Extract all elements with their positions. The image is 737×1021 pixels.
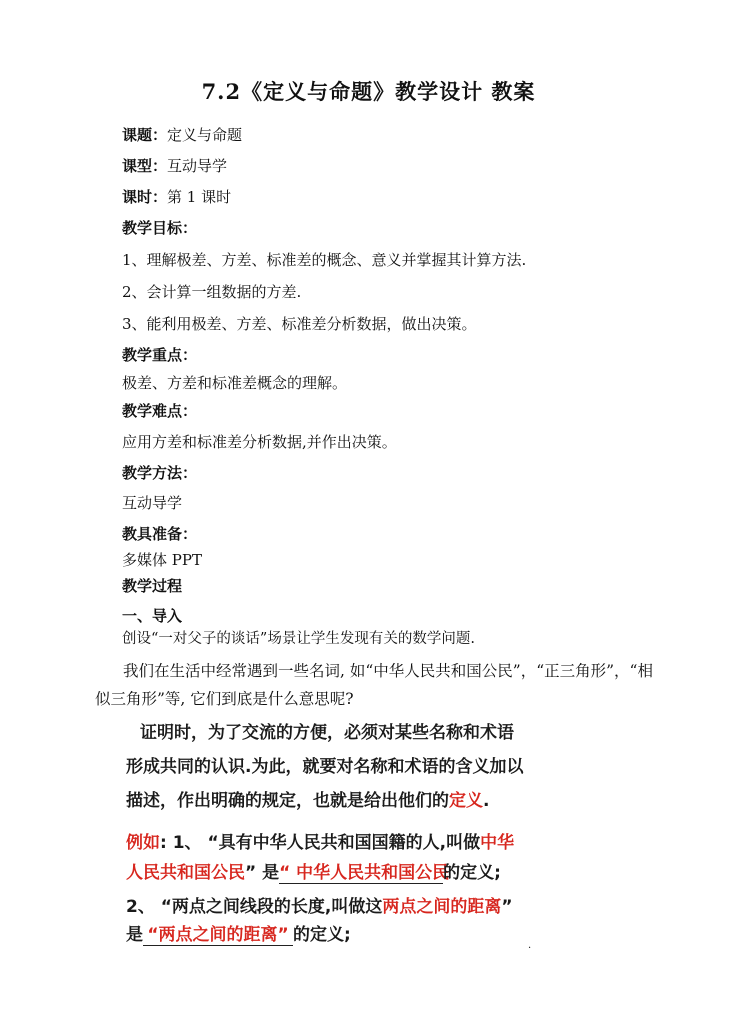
slide-text: ” (501, 897, 513, 917)
topic-value: 定义与命题 (167, 126, 243, 144)
slide-text: 是 (126, 925, 143, 945)
difficulties-text: 应用方差和标准差分析数据,并作出决策。 (122, 433, 397, 451)
slide-text: . (483, 791, 490, 811)
methods-heading: 教学方法： (122, 464, 198, 482)
slide-line-3 (126, 786, 489, 811)
example-label: 例如 (126, 833, 160, 853)
topic-label: 课题： (122, 126, 168, 144)
topic-line (122, 124, 242, 145)
hours-label: 课时： (122, 188, 168, 206)
methods-text: 互动导学 (122, 494, 183, 512)
highlight-text: 两点之间的距离 (382, 897, 502, 917)
trailing-dot: . (528, 940, 532, 951)
objective-item: 3、能利用极差、方差、标准差分析数据，做出决策。 (122, 315, 477, 333)
fill-in-blank: “两点之间的距离” (143, 920, 293, 946)
hours-value: 第 1 课时 (167, 188, 232, 206)
slide-example-2 (126, 892, 513, 917)
fill-in-blank: “ 中华人民共和国公民 (279, 858, 443, 884)
type-label: 课型： (122, 157, 168, 175)
definition-highlight: 定义 (449, 791, 483, 811)
slide-example-2-cont (126, 920, 351, 946)
document-title: 7.2《定义与命题》教学设计 教案 (201, 79, 536, 104)
slide-text: 的定义; (293, 925, 351, 945)
slide-example-1-cont (126, 858, 501, 884)
intro-text: 创设“一对父子的谈话”场景让学生发现有关的数学问题. (122, 631, 475, 647)
process-heading: 教学过程 (122, 577, 183, 595)
difficulties-heading: 教学难点： (122, 402, 198, 420)
slide-image (120, 714, 526, 946)
slide-example-1 (126, 828, 514, 853)
intro-paragraph: 我们在生活中经常遇到一些名词, 如“中华人民共和国公民”，“正三角形”，“相似三角形”等, 它们到底是什么意思呢? (95, 662, 653, 708)
highlight-text: 中华 (480, 833, 515, 853)
slide-line-2: 形成共同的认识.为此，就要对名称和术语的含义加以 (126, 757, 524, 777)
tools-heading: 教具准备： (122, 525, 198, 543)
slide-text: : 1、 “具有中华人民共和国国籍的人,叫做 (160, 833, 481, 853)
slide-line-1: 证明时，为了交流的方便，必须对某些名称和术语 (140, 723, 514, 743)
objectives-heading: 教学目标： (122, 219, 198, 237)
objective-item: 1、理解极差、方差、标准差的概念、意义并掌握其计算方法. (122, 251, 527, 269)
slide-text: ” 是 (245, 863, 280, 883)
type-line (122, 155, 227, 176)
section-intro-heading: 一、导入 (122, 607, 183, 625)
objective-item: 2、会计算一组数据的方差. (122, 283, 302, 301)
type-value: 互动导学 (167, 157, 228, 175)
slide-text: 2、 “两点之间线段的长度,叫做这 (126, 897, 383, 917)
key-points-heading: 教学重点： (122, 346, 198, 364)
slide-text: 描述，作出明确的规定，也就是给出他们的 (126, 791, 449, 811)
highlight-text: 人民共和国公民 (126, 863, 245, 883)
key-points-text: 极差、方差和标准差概念的理解。 (122, 374, 348, 392)
slide-text: 的定义; (443, 863, 501, 883)
tools-text: 多媒体 PPT (122, 551, 202, 569)
hours-line (122, 186, 231, 207)
